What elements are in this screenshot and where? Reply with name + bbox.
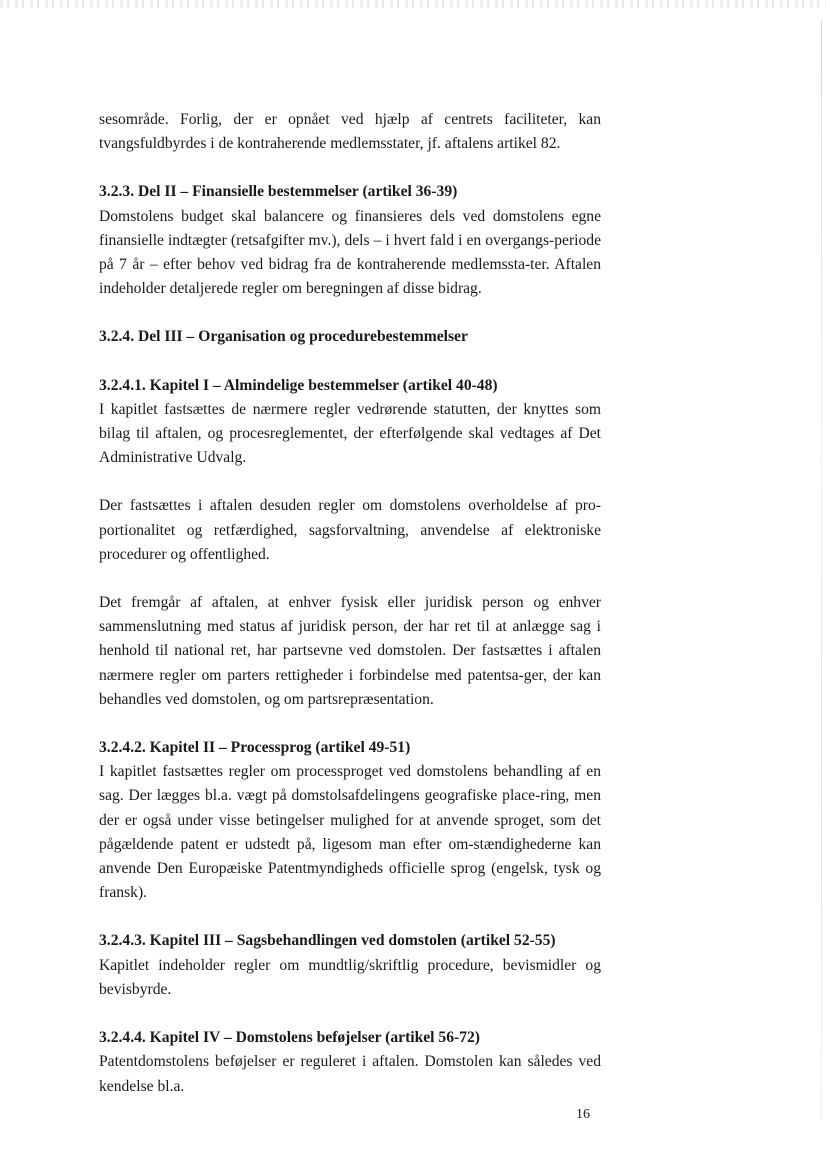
paragraph-continuation (99, 108, 601, 156)
document-page (99, 108, 601, 1123)
paragraph-text: Der fastsættes i aftalen desuden regler om domstolens overholdelse af pro-portionalitet og retfærdighed, sagsforvaltning, anvendelse af elektroniske procedurer og offentlighed. (99, 497, 601, 563)
section-3-2-4-4 (99, 1026, 601, 1099)
section-heading: 3.2.4.1. Kapitel I – Almindelige bestemmelser (artikel 40-48) (99, 376, 498, 394)
section-heading: 3.2.3. Del II – Finansielle bestemmelser (artikel 36-39) (99, 183, 458, 201)
scan-artifact-top (0, 0, 826, 8)
section-heading: 3.2.4. Del III – Organisation og procedurebestemmelser (99, 328, 468, 346)
section-text: Patentdomstolens beføjelser er reguleret i aftalen. Domstolen kan således ved kendelse bl.a. (99, 1053, 601, 1095)
section-text: Kapitlet indeholder regler om mundtlig/skriftlig procedure, bevismidler og bevisbyrde. (99, 956, 601, 998)
section-text: Domstolens budget skal balancere og finansieres dels ved domstolens egne finansielle indtægter (retsafgifter mv.), dels – i hvert fald i en overgangs-periode på 7 år – efter behov ved bidrag fra de kontraherende medlemssta-ter. Aftalen indeholder detaljerede regler om beregningen af disse bidrag. (99, 207, 601, 298)
paragraph-text: sesområde. Forlig, der er opnået ved hjælp af centrets faciliteter, kan tvangsfuldbyrdes i de kontraherende medlemsstater, jf. aftalens artikel 82. (99, 111, 601, 153)
section-heading: 3.2.4.4. Kapitel IV – Domstolens beføjelser (artikel 56-72) (99, 1029, 480, 1047)
section-3-2-4-2 (99, 736, 601, 905)
paragraph-text: Det fremgår af aftalen, at enhver fysisk eller juridisk person og enhver sammenslutning med status af juridisk person, der har ret til at anlægge sag i henhold til national ret, har partsevne ved domstolen. Der fastsættes i aftalen nærmere regler om parters rettigheder i forbindelse med patentsa-ger, der kan behandles ved domstolen, og om partsrepræsentation. (99, 594, 601, 708)
page-number: 16 (576, 1107, 590, 1122)
paragraph-party-capacity (99, 591, 601, 712)
section-heading: 3.2.4.2. Kapitel II – Processprog (artikel 49-51) (99, 739, 411, 757)
scan-artifact-right-edge (821, 20, 822, 1120)
section-3-2-4 (99, 325, 601, 349)
section-3-2-3 (99, 180, 601, 301)
section-3-2-4-1 (99, 374, 601, 471)
section-text: I kapitlet fastsættes de nærmere regler vedrørende statutten, der knyttes som bilag til aftalen, og procesreglementet, der efterfølgende skal vedtages af Det Administrative Udvalg. (99, 400, 601, 467)
paragraph-proportionality (99, 494, 601, 567)
section-3-2-4-3 (99, 929, 601, 1002)
section-heading: 3.2.4.3. Kapitel III – Sagsbehandlingen ved domstolen (artikel 52-55) (99, 932, 556, 950)
section-text: I kapitlet fastsættes regler om processproget ved domstolens behandling af en sag. Der lægges bl.a. vægt på domstolsafdelingens geografiske place-ring, men der er også under visse betingelser mulighed for at anvende sproget, som det pågældende patent er udstedt på, ligesom man efter om-stændighederne kan anvende Den Europæiske Patentmyndigheds officielle sprog (engelsk, tysk og fransk). (99, 763, 601, 902)
